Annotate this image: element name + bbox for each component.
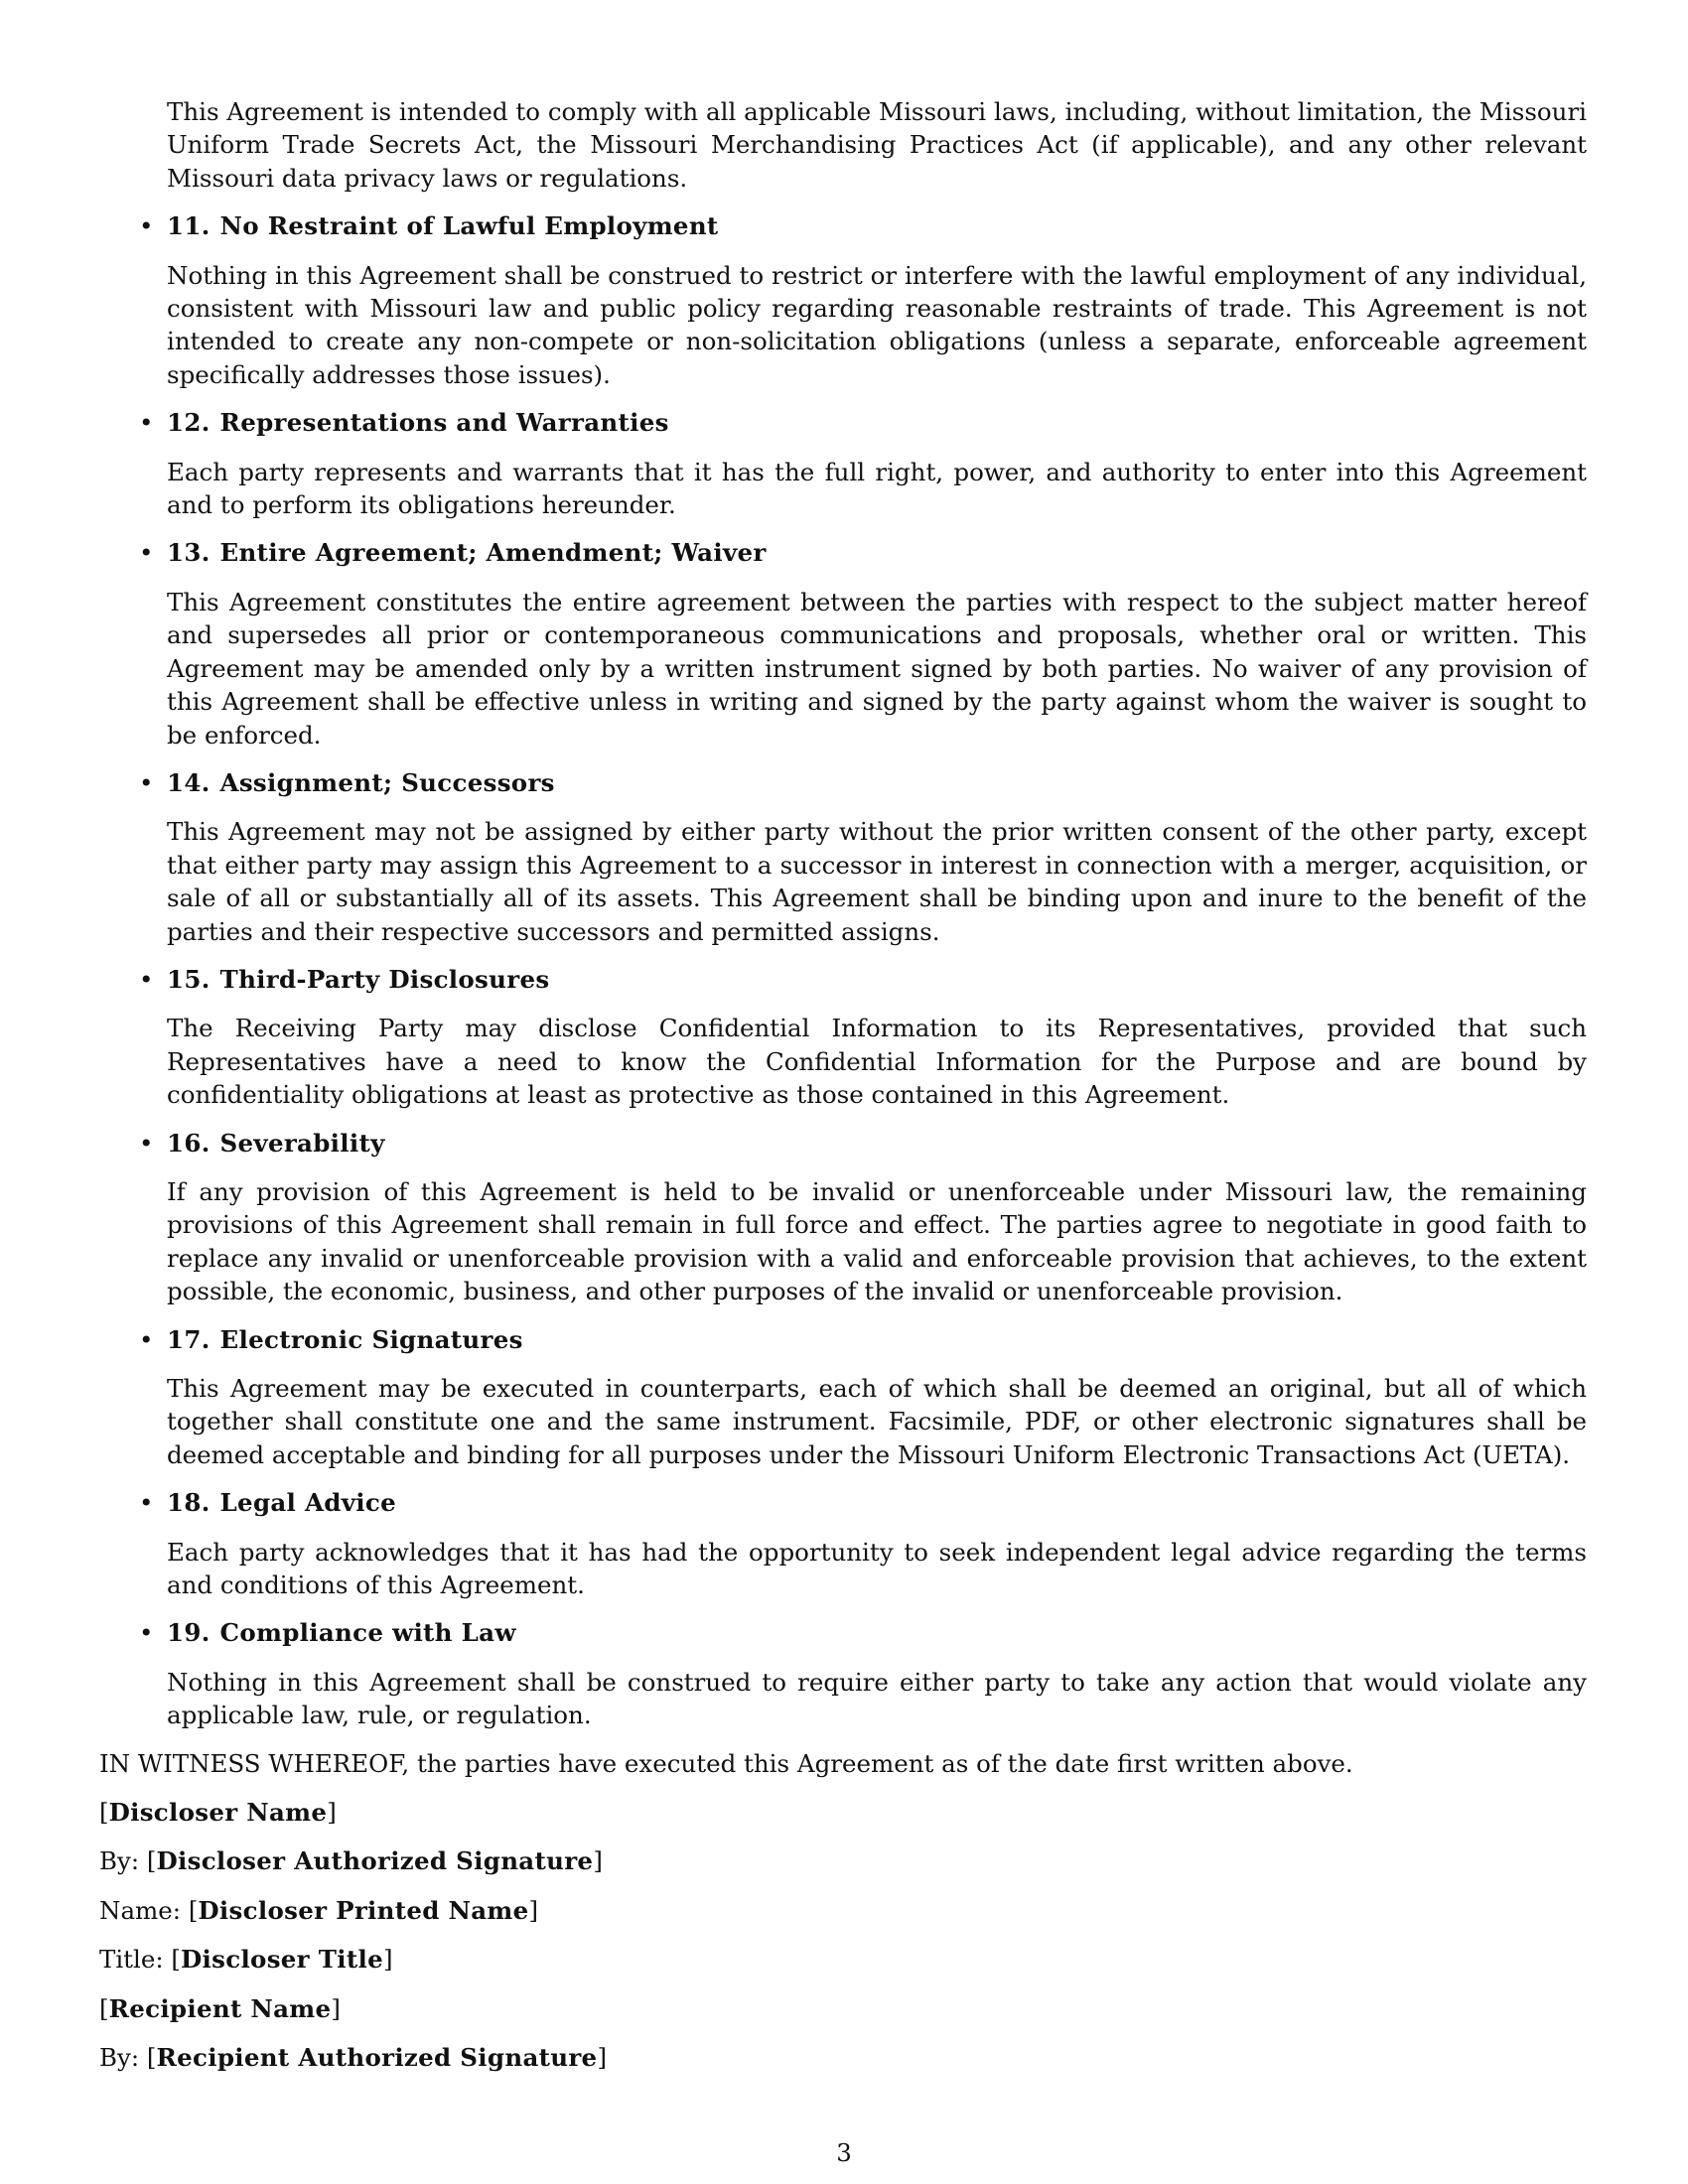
section-14 — [99, 766, 1587, 948]
by-label: By: — [99, 1846, 140, 1876]
bullet-icon: • — [139, 211, 154, 241]
section-title: Severability — [219, 1128, 385, 1158]
section-body: Nothing in this Agreement shall be construed to restrict or interfere with the lawful employment of any individual, consistent with Missouri law and public policy regarding reasonable restraints of trade. This Agreement is not intended to create any non-compete or non-solicitation obligations (unless a separate, enforceable agreement specifically addresses those issues). — [167, 260, 1587, 389]
section-body: This Agreement may not be assigned by either party without the prior written consent of the other party, except that either party may assign this Agreement to a successor in interest in connection with a merger, acquisition, or sale of all or substantially all of its assets. This Agreement shall be binding upon and inure to the benefit of the parties and their respective successors and permitted assigns. — [167, 817, 1587, 946]
section-number: 19. — [167, 1618, 211, 1648]
section-number: 16. — [167, 1128, 211, 1158]
section-19 — [99, 1616, 1587, 1731]
section-18 — [99, 1486, 1587, 1601]
name-label: Name: — [99, 1895, 182, 1925]
section-17 — [99, 1323, 1587, 1472]
section-title: No Restraint of Lawful Employment — [219, 211, 719, 241]
section-heading — [167, 209, 1587, 242]
close-bracket: ] — [382, 1945, 393, 1975]
witness-statement: IN WITNESS WHEREOF, the parties have executed this Agreement as of the date first written above. — [99, 1748, 1353, 1778]
section-heading — [167, 1127, 1587, 1160]
title-label: Title: — [99, 1945, 164, 1975]
section-heading — [167, 766, 1587, 799]
open-bracket: [ — [188, 1895, 199, 1925]
section-body: Each party acknowledges that it has had the opportunity to seek independent legal advice regarding the terms and conditions of this Agreement. — [167, 1537, 1587, 1600]
section-title: Third-Party Disclosures — [219, 964, 550, 994]
bullet-icon: • — [139, 964, 154, 994]
section-number: 15. — [167, 964, 211, 994]
section-number: 12. — [167, 408, 211, 438]
discloser-printed-name: Discloser Printed Name — [198, 1895, 529, 1925]
section-13 — [99, 536, 1587, 751]
section-heading — [167, 1616, 1587, 1649]
section-body: Each party represents and warrants that it has the full right, power, and authority to enter into this Agreement and to perform its obligations hereunder. — [167, 457, 1587, 520]
discloser-name: Discloser Name — [108, 1798, 328, 1828]
open-bracket: [ — [146, 2043, 157, 2073]
recipient-signature-line — [99, 2041, 1587, 2074]
close-bracket: ] — [528, 1895, 539, 1925]
section-title: Assignment; Successors — [219, 767, 555, 797]
open-bracket: [ — [99, 1993, 109, 2023]
section-body: Nothing in this Agreement shall be construed to require either party to take any action that would violate any applicable law, rule, or regulation. — [167, 1667, 1587, 1730]
discloser-name-line — [99, 1796, 1587, 1829]
recipient-name-line — [99, 1992, 1587, 2025]
section-heading — [167, 1486, 1587, 1519]
document-page — [99, 95, 1587, 2075]
discloser-title: Discloser Title — [180, 1945, 383, 1975]
section-number: 13. — [167, 538, 211, 568]
section-16 — [99, 1127, 1587, 1308]
bullet-icon: • — [139, 1488, 154, 1518]
section-title: Legal Advice — [219, 1488, 396, 1518]
section-number: 17. — [167, 1324, 211, 1354]
bullet-icon: • — [139, 1128, 154, 1158]
page-number: 3 — [836, 2138, 852, 2167]
bullet-icon: • — [139, 408, 154, 438]
discloser-printed-name-line — [99, 1894, 1587, 1927]
section-title: Electronic Signatures — [219, 1324, 523, 1354]
by-label: By: — [99, 2043, 140, 2073]
section-body: The Receiving Party may disclose Confidential Information to its Representatives, provided that such Representatives have a need to know the Confidential Information for the Purpose and are bound by confidentiality obligations at least as protective as those contained in this Agreement. — [167, 1014, 1587, 1110]
open-bracket: [ — [99, 1798, 109, 1828]
section-heading — [167, 536, 1587, 569]
section-number: 18. — [167, 1488, 211, 1518]
discloser-signature: Discloser Authorized Signature — [156, 1846, 594, 1876]
section-body: This Agreement constitutes the entire agreement between the parties with respect to the subject matter hereof and supersedes all prior or contemporaneous communications and proposals, whether oral or written. This Agreement may be amended only by a written instrument signed by both parties. No waiver of any provision of this Agreement shall be effective unless in writing and signed by the party against whom the waiver is sought to be enforced. — [167, 587, 1587, 750]
close-bracket: ] — [597, 2043, 608, 2073]
section-15 — [99, 963, 1587, 1112]
section-number: 14. — [167, 767, 211, 797]
section-body: If any provision of this Agreement is held to be invalid or unenforceable under Missouri law, the remaining provisions of this Agreement shall remain in full force and effect. The parties agree to negotiate in good faith to replace any invalid or unenforceable provision with a valid and enforceable provision that achieves, to the extent possible, the economic, business, and other purposes of the invalid or unenforceable provision. — [167, 1176, 1587, 1306]
section-heading — [167, 406, 1587, 439]
discloser-title-line — [99, 1943, 1587, 1976]
bullet-icon: • — [139, 538, 154, 568]
section-12 — [99, 406, 1587, 521]
section-title: Compliance with Law — [219, 1618, 516, 1648]
section-11 — [99, 209, 1587, 391]
signature-block — [99, 1796, 1587, 2074]
section-heading — [167, 963, 1587, 996]
recipient-signature: Recipient Authorized Signature — [156, 2043, 598, 2073]
section-number: 11. — [167, 211, 211, 241]
discloser-signature-line — [99, 1844, 1587, 1877]
recipient-name: Recipient Name — [108, 1993, 332, 2023]
bullet-icon: • — [139, 1324, 154, 1354]
section-title: Representations and Warranties — [219, 408, 669, 438]
section-body: This Agreement may be executed in counterparts, each of which shall be deemed an original, but all of which together shall constitute one and the same instrument. Facsimile, PDF, or other electronic signatures shall be deemed acceptable and binding for all purposes under the Missouri Uniform Electronic Transactions Act (UETA). — [167, 1374, 1587, 1469]
close-bracket: ] — [593, 1846, 603, 1876]
section-heading — [167, 1323, 1587, 1356]
open-bracket: [ — [171, 1945, 181, 1975]
open-bracket: [ — [146, 1846, 157, 1876]
section-title: Entire Agreement; Amendment; Waiver — [219, 538, 767, 568]
close-bracket: ] — [327, 1798, 337, 1828]
bullet-icon: • — [139, 767, 154, 797]
section-list — [99, 209, 1587, 1731]
bullet-icon: • — [139, 1618, 154, 1648]
intro-paragraph: This Agreement is intended to comply with all applicable Missouri laws, including, without limitation, the Missouri Uniform Trade Secrets Act, the Missouri Merchandising Practices Act (if applicable), and any other relevant Missouri data privacy laws or regulations. — [167, 97, 1587, 193]
close-bracket: ] — [331, 1993, 341, 2023]
